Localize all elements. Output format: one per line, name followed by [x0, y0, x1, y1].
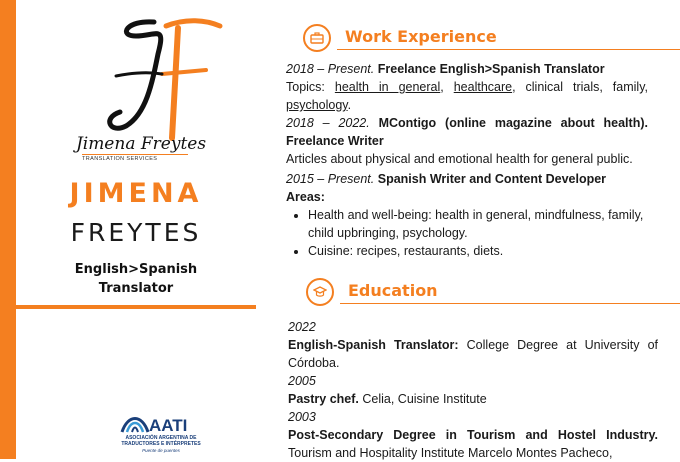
logo-subtitle: TRANSLATION SERVICES: [82, 154, 188, 162]
edu-2-title: Pastry chef.: [288, 392, 359, 406]
aati-bridge-icon: [120, 410, 150, 434]
education-rule: [340, 303, 680, 304]
job-1-title: Freelance English>Spanish Translator: [377, 62, 605, 76]
graduation-cap-icon: [306, 278, 334, 306]
education-body: [288, 318, 658, 462]
work-experience-rule: [337, 49, 680, 50]
job-3-heading: [286, 170, 648, 188]
job-3-title: Spanish Writer and Content Developer: [377, 172, 607, 186]
job-1-heading: [286, 60, 648, 78]
edu-3: [288, 426, 658, 462]
accent-stripe: [0, 0, 16, 459]
list-item: • Cuisine: recipes, restaurants, diets.: [308, 242, 648, 260]
edu-2: [288, 390, 658, 408]
edu-3-title: Post-Secondary Degree in Tourism and Hostel Industry.: [288, 428, 658, 442]
work-experience-body: [286, 60, 648, 260]
sidebar-divider: [16, 305, 256, 309]
topic-link-healthcare[interactable]: healthcare: [453, 80, 513, 94]
job-1-topics: Topics: health in general, healthcare, clinical trials, family, psychology.: [286, 80, 648, 112]
role-title: [16, 260, 256, 298]
job-2-heading: [286, 114, 648, 150]
sidebar: [16, 0, 256, 459]
job-2-date: 2018 – 2022.: [286, 116, 370, 130]
job-3-date: 2015 – Present.: [286, 172, 375, 186]
aati-logo: [116, 408, 206, 459]
aati-tagline: Puente de puentes: [142, 448, 180, 453]
jf-monogram-logo: [96, 14, 226, 142]
first-name: JIMENA: [69, 178, 203, 209]
job-1-date: 2018 – Present.: [286, 62, 375, 76]
topic-link-health[interactable]: health in general: [334, 80, 441, 94]
role-line-2: Translator: [98, 281, 174, 296]
work-experience-title: Work Experience: [345, 27, 497, 46]
last-name: FREYTES: [70, 218, 202, 247]
edu-3-description: Tourism and Hospitality Institute Marcelo Montes Pacheco,: [288, 446, 613, 460]
areas-label: [286, 188, 648, 206]
edu-2-description: Celia, Cuisine Institute: [362, 392, 487, 406]
areas-label-text: Areas:: [286, 190, 325, 204]
aati-name: AATI: [149, 416, 188, 435]
edu-1: [288, 336, 658, 372]
edu-1-description: College Degree at University of Córdoba.: [288, 338, 658, 370]
edu-2-year: 2005: [288, 374, 316, 388]
role-line-1: English>Spanish: [74, 262, 198, 277]
logo-name: Jimena Freytes: [75, 134, 207, 154]
topics-rest: , clinical trials, family,: [512, 80, 648, 94]
topic-link-psychology[interactable]: psychology: [286, 98, 348, 112]
education-title: Education: [348, 281, 438, 300]
areas-list: [286, 206, 648, 260]
work-experience-header: [303, 24, 680, 56]
job-2-title: MContigo (online magazine about health). Freelance Writer: [286, 116, 648, 148]
edu-1-title: English-Spanish Translator:: [288, 338, 459, 352]
edu-3-year: 2003: [288, 410, 316, 424]
list-item: • Health and well-being: health in general, mindfulness, family, child upbringing, psychology.: [308, 206, 648, 242]
briefcase-icon: [303, 24, 331, 52]
edu-1-year: 2022: [288, 320, 316, 334]
topics-label: Topics:: [286, 80, 325, 94]
aati-subtitle: ASOCIACIÓN ARGENTINA DE TRADUCTORES E INTÉRPRETES: [121, 435, 201, 447]
education-header: [306, 278, 680, 310]
job-2-description: Articles about physical and emotional health for general public.: [286, 152, 633, 166]
